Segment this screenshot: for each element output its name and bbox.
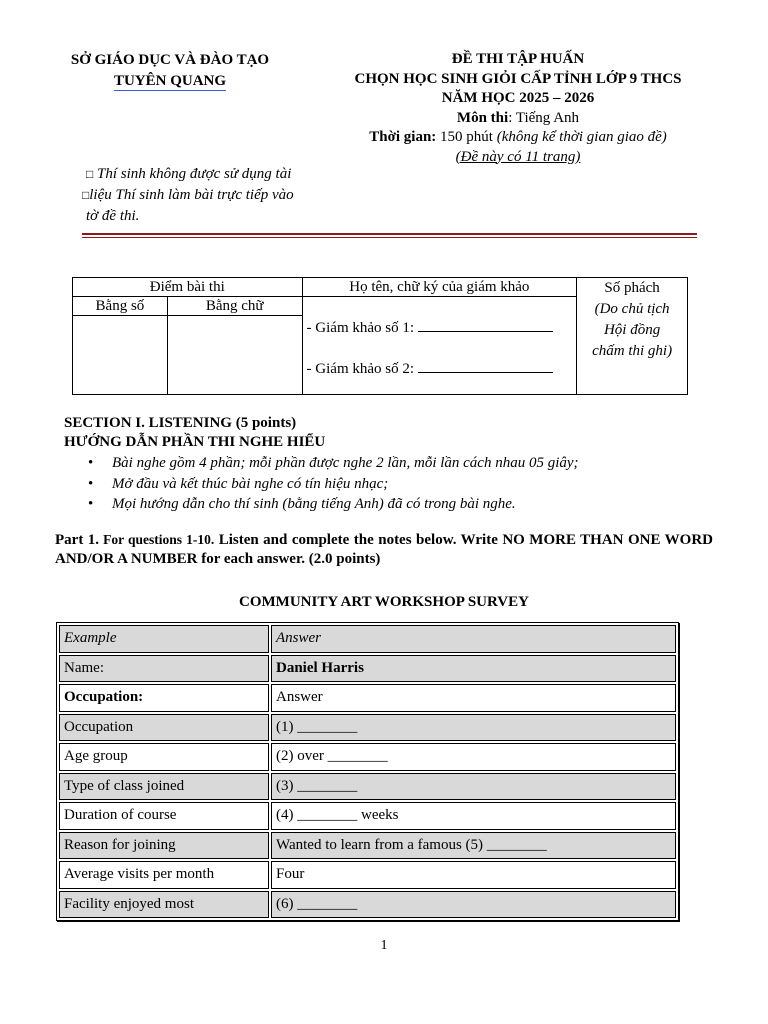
examiner-2-signature-field[interactable] — [418, 358, 553, 373]
school-year: NĂM HỌC 2025 – 2026 — [441, 90, 595, 106]
table-row — [59, 891, 676, 919]
note-line-3: tờ đề thi. — [86, 208, 140, 224]
subject-value: : Tiếng Anh — [508, 109, 580, 126]
part1-label: Part 1. — [55, 532, 100, 548]
department-name: SỞ GIÁO DỤC VÀ ĐÀO TẠO — [70, 52, 270, 68]
department-header — [40, 50, 300, 92]
table-row — [59, 802, 676, 830]
checkbox-glyph-icon: □ — [86, 167, 94, 181]
part1-questions: For questions 1-10. — [99, 532, 215, 547]
table-row — [59, 655, 676, 683]
answer-blank-2[interactable]: (2) over ________ — [271, 743, 676, 771]
answer-blank-1[interactable]: (1) ________ — [271, 714, 676, 742]
examiner-header: Họ tên, chữ ký của giám khảo — [349, 279, 530, 295]
exam-title: ĐỀ THI TẬP HUẤN — [451, 51, 585, 67]
row-label: Example — [59, 625, 269, 653]
table-row — [59, 832, 676, 860]
row-label: Type of class joined — [59, 773, 269, 801]
time-note: (không kể thời gian giao đề) — [496, 129, 667, 145]
examiner-2-label: - Giám khảo số 2: — [306, 361, 415, 377]
row-label: Occupation — [59, 714, 269, 742]
note-line-1: Thí sinh không được sử dụng tài — [93, 166, 292, 182]
examiner-1-line — [307, 297, 573, 338]
instructions-list — [84, 453, 724, 515]
exam-header — [318, 50, 718, 167]
score-by-number-header: Bằng số — [73, 297, 168, 316]
answer-blank-3[interactable]: (3) ________ — [271, 773, 676, 801]
exam-subtitle: CHỌN HỌC SINH GIỎI CẤP TỈNH LỚP 9 THCS — [354, 70, 682, 87]
row-value: Answer — [271, 684, 676, 712]
subject-label: Môn thi — [456, 109, 509, 126]
score-by-words-header: Bằng chữ — [167, 297, 302, 316]
examiner-2-line — [307, 338, 573, 379]
section-subtitle: HƯỚNG DẪN PHẦN THI NGHE HIỂU — [64, 434, 326, 450]
examiner-1-signature-field[interactable] — [418, 317, 553, 332]
code-note-3: chấm thi ghi) — [592, 343, 673, 359]
table-row — [59, 714, 676, 742]
row-label: Occupation: — [59, 684, 269, 712]
answer-blank-4[interactable]: (4) ________ weeks — [271, 802, 676, 830]
answer-blank-5[interactable]: Wanted to learn from a famous (5) ________ — [271, 832, 676, 860]
candidate-notes — [82, 164, 336, 227]
examiner-1-label: - Giám khảo số 1: — [306, 320, 415, 336]
examiner-cell — [302, 278, 577, 395]
table-row — [59, 743, 676, 771]
row-label: Duration of course — [59, 802, 269, 830]
time-label: Thời gian: — [369, 129, 437, 145]
score-by-number-field[interactable] — [73, 316, 168, 395]
survey-title: COMMUNITY ART WORKSHOP SURVEY — [239, 594, 529, 610]
instruction-item: • Bài nghe gồm 4 phần; mỗi phần được nghe 2 lần, mỗi lần cách nhau 05 giây; — [84, 453, 724, 474]
row-value: Daniel Harris — [271, 655, 676, 683]
code-cell — [577, 278, 688, 395]
part1-instructions — [55, 530, 713, 569]
divider-rule — [82, 233, 697, 235]
instruction-item: • Mọi hướng dẫn cho thí sinh (bằng tiếng Anh) đã có trong bài nghe. — [84, 494, 724, 515]
note-line-2: liệu Thí sinh làm bài trực tiếp vào — [89, 187, 294, 203]
section-title: SECTION I. LISTENING (5 points) — [64, 415, 297, 431]
page-count-note: (Đề này có 11 trang) — [455, 148, 581, 165]
instruction-item: • Mở đầu và kết thúc bài nghe có tín hiệu nhạc; — [84, 474, 724, 495]
part1-text: Listen and complete the notes below. Write NO MORE THAN ONE WORD AND/OR A NUMBER for each answer. (2.0 points) — [55, 532, 713, 567]
table-row — [59, 625, 676, 653]
survey-table — [56, 622, 679, 921]
code-header: Số phách — [604, 280, 660, 296]
score-by-words-field[interactable] — [167, 316, 302, 395]
row-value: Four — [271, 861, 676, 889]
row-label: Facility enjoyed most — [59, 891, 269, 919]
table-row — [59, 861, 676, 889]
row-label: Name: — [59, 655, 269, 683]
time-line — [318, 128, 718, 148]
section-heading — [64, 414, 325, 452]
time-value: 150 phút — [436, 129, 497, 145]
table-row — [59, 773, 676, 801]
row-value: Answer — [271, 625, 676, 653]
row-label: Age group — [59, 743, 269, 771]
score-table — [72, 277, 688, 395]
row-label: Average visits per month — [59, 861, 269, 889]
subject-line — [318, 109, 718, 129]
checkbox-glyph-icon: □ — [82, 188, 90, 202]
score-header: Điểm bài thi — [73, 278, 303, 297]
code-note-2: Hội đồng — [603, 322, 661, 338]
table-row — [59, 684, 676, 712]
answer-blank-6[interactable]: (6) ________ — [271, 891, 676, 919]
row-label: Reason for joining — [59, 832, 269, 860]
province-name: TUYÊN QUANG — [113, 73, 227, 89]
page-number: 1 — [380, 938, 388, 953]
code-note-1: (Do chủ tịch — [594, 301, 670, 317]
divider-rule-thin — [82, 237, 697, 238]
